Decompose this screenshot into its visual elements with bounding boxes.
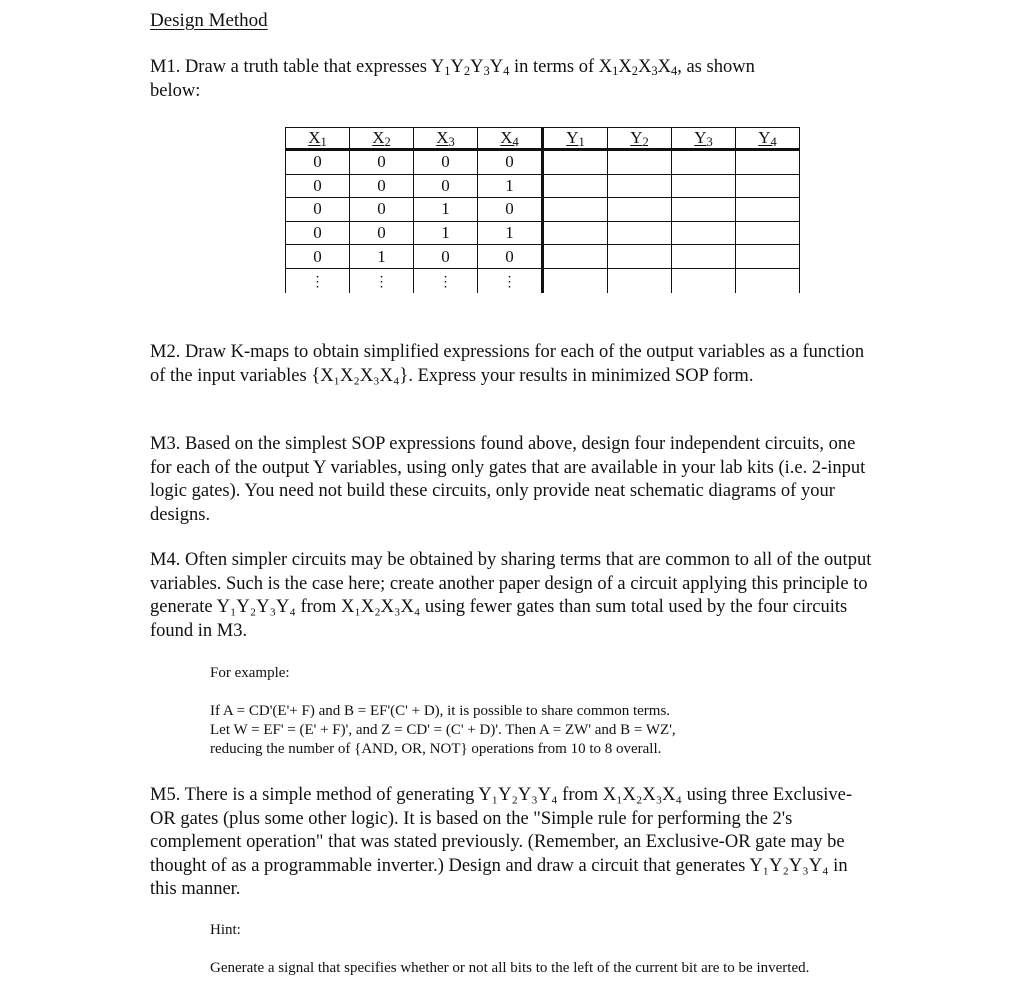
table-cell: 1: [414, 198, 478, 222]
col-header: $X_3$: [414, 128, 478, 150]
table-cell: [543, 150, 608, 175]
table-cell: 0: [414, 174, 478, 198]
m4-paragraph: M4. Often simpler circuits may be obtained by sharing terms that are common to all of the output variables. Such is the case here; create another paper design of a circuit applying this principle to generate Y₁Y₂Y₃Y₄ from X₁X₂X₃X₄ using fewer gates than sum total used by the four circuits found in M3.: [150, 550, 872, 641]
table-cell: [672, 174, 736, 198]
table-cell: [672, 245, 736, 269]
col-header: $X_4$: [478, 128, 543, 150]
m3-paragraph: M3. Based on the simplest SOP expressions found above, design four independent circuits, one for each of the output Y variables, using only gates that are available in your lab kits (i.e. 2-input logic gates). You need not build these circuits, only provide neat schematic diagrams of your designs.: [150, 434, 866, 525]
m1-text-start: M1. Draw a truth table that expresses Y: [150, 57, 445, 77]
example-line-3: reducing the number of {AND, OR, NOT} operations from 10 to 8 overall.: [210, 741, 662, 757]
table-cell: 1: [478, 221, 543, 245]
ellipsis-cell: ⋮: [478, 268, 543, 293]
table-cell: 1: [478, 174, 543, 198]
table-cell: [672, 268, 736, 293]
table-cell: 0: [478, 198, 543, 222]
truth-table-header-row: [286, 128, 800, 150]
table-cell: [543, 174, 608, 198]
col-header: $Y_2$: [608, 128, 672, 150]
table-cell: 0: [414, 245, 478, 269]
col-header: $X_1$: [286, 128, 350, 150]
table-cell: 0: [286, 221, 350, 245]
m1-paragraph: M1. Draw a truth table that expresses $Y_1Y_2Y_3Y_4$ in terms of $X_1X_2X_3X_4$, as shown below:: [150, 57, 755, 101]
table-cell: 0: [286, 245, 350, 269]
table-cell: 0: [286, 174, 350, 198]
table-cell: [543, 268, 608, 293]
ellipsis-cell: ⋮: [350, 268, 414, 293]
table-cell: [736, 174, 800, 198]
table-cell: [608, 245, 672, 269]
table-cell: [608, 198, 672, 222]
table-row: [286, 221, 800, 245]
m2-paragraph: M2. Draw K-maps to obtain simplified expressions for each of the output variables as a function of the input variables {X₁X₂X₃X₄}. Express your results in minimized SOP form.: [150, 342, 865, 386]
m5-paragraph: M5. There is a simple method of generating Y₁Y₂Y₃Y₄ from X₁X₂X₃X₄ using three Exclusive-OR gates (plus some other logic). It is based on the "Simple rule for performing the 2's complement operation" that was stated previously. (Remember, an Exclusive-OR gate may be thought of as a programmable inverter.) Design and draw a circuit that generates Y₁Y₂Y₃Y₄ in this manner.: [150, 785, 853, 899]
table-cell: 0: [286, 198, 350, 222]
table-cell: [608, 221, 672, 245]
table-cell: [543, 198, 608, 222]
table-cell: 0: [478, 150, 543, 175]
table-cell: 1: [414, 221, 478, 245]
m1-text-end: , as shown: [677, 57, 755, 77]
ellipsis-cell: ⋮: [414, 268, 478, 293]
table-cell: [608, 150, 672, 175]
table-cell: 0: [286, 150, 350, 175]
hint-text: Generate a signal that specifies whether or not all bits to the left of the current bit are to be inverted.: [210, 960, 810, 976]
table-row-ellipsis: [286, 268, 800, 293]
table-cell: [608, 268, 672, 293]
example-line-2: Let W = EF' = (E' + F)', and Z = CD' = (C' + D)'. Then A = ZW' and B = WZ',: [210, 722, 676, 738]
col-header: $X_2$: [350, 128, 414, 150]
ellipsis-cell: ⋮: [286, 268, 350, 293]
table-row: [286, 245, 800, 269]
table-cell: [543, 245, 608, 269]
table-cell: 0: [350, 150, 414, 175]
table-cell: [672, 221, 736, 245]
table-cell: [736, 198, 800, 222]
hint-label: Hint:: [210, 922, 241, 938]
m1-text-mid: in terms of X: [509, 57, 613, 77]
table-cell: [672, 198, 736, 222]
table-cell: 0: [350, 174, 414, 198]
table-cell: [736, 268, 800, 293]
table-row: [286, 174, 800, 198]
m1-text-end2: below:: [150, 80, 201, 101]
table-cell: [672, 150, 736, 175]
col-header: $Y_1$: [543, 128, 608, 150]
table-cell: [736, 245, 800, 269]
table-cell: 0: [478, 245, 543, 269]
table-cell: [736, 221, 800, 245]
example-line-1: If A = CD'(E'+ F) and B = EF'(C' + D), it is possible to share common terms.: [210, 703, 671, 719]
table-cell: [736, 150, 800, 175]
col-header: $Y_4$: [736, 128, 800, 150]
table-cell: 0: [350, 198, 414, 222]
table-row: [286, 198, 800, 222]
table-cell: 0: [414, 150, 478, 175]
table-cell: [608, 174, 672, 198]
table-cell: [543, 221, 608, 245]
truth-table: [285, 127, 800, 293]
table-cell: 1: [350, 245, 414, 269]
example-label: For example:: [210, 665, 290, 681]
section-heading: Design Method: [150, 10, 268, 31]
table-row: [286, 150, 800, 175]
table-cell: 0: [350, 221, 414, 245]
col-header: $Y_3$: [672, 128, 736, 150]
